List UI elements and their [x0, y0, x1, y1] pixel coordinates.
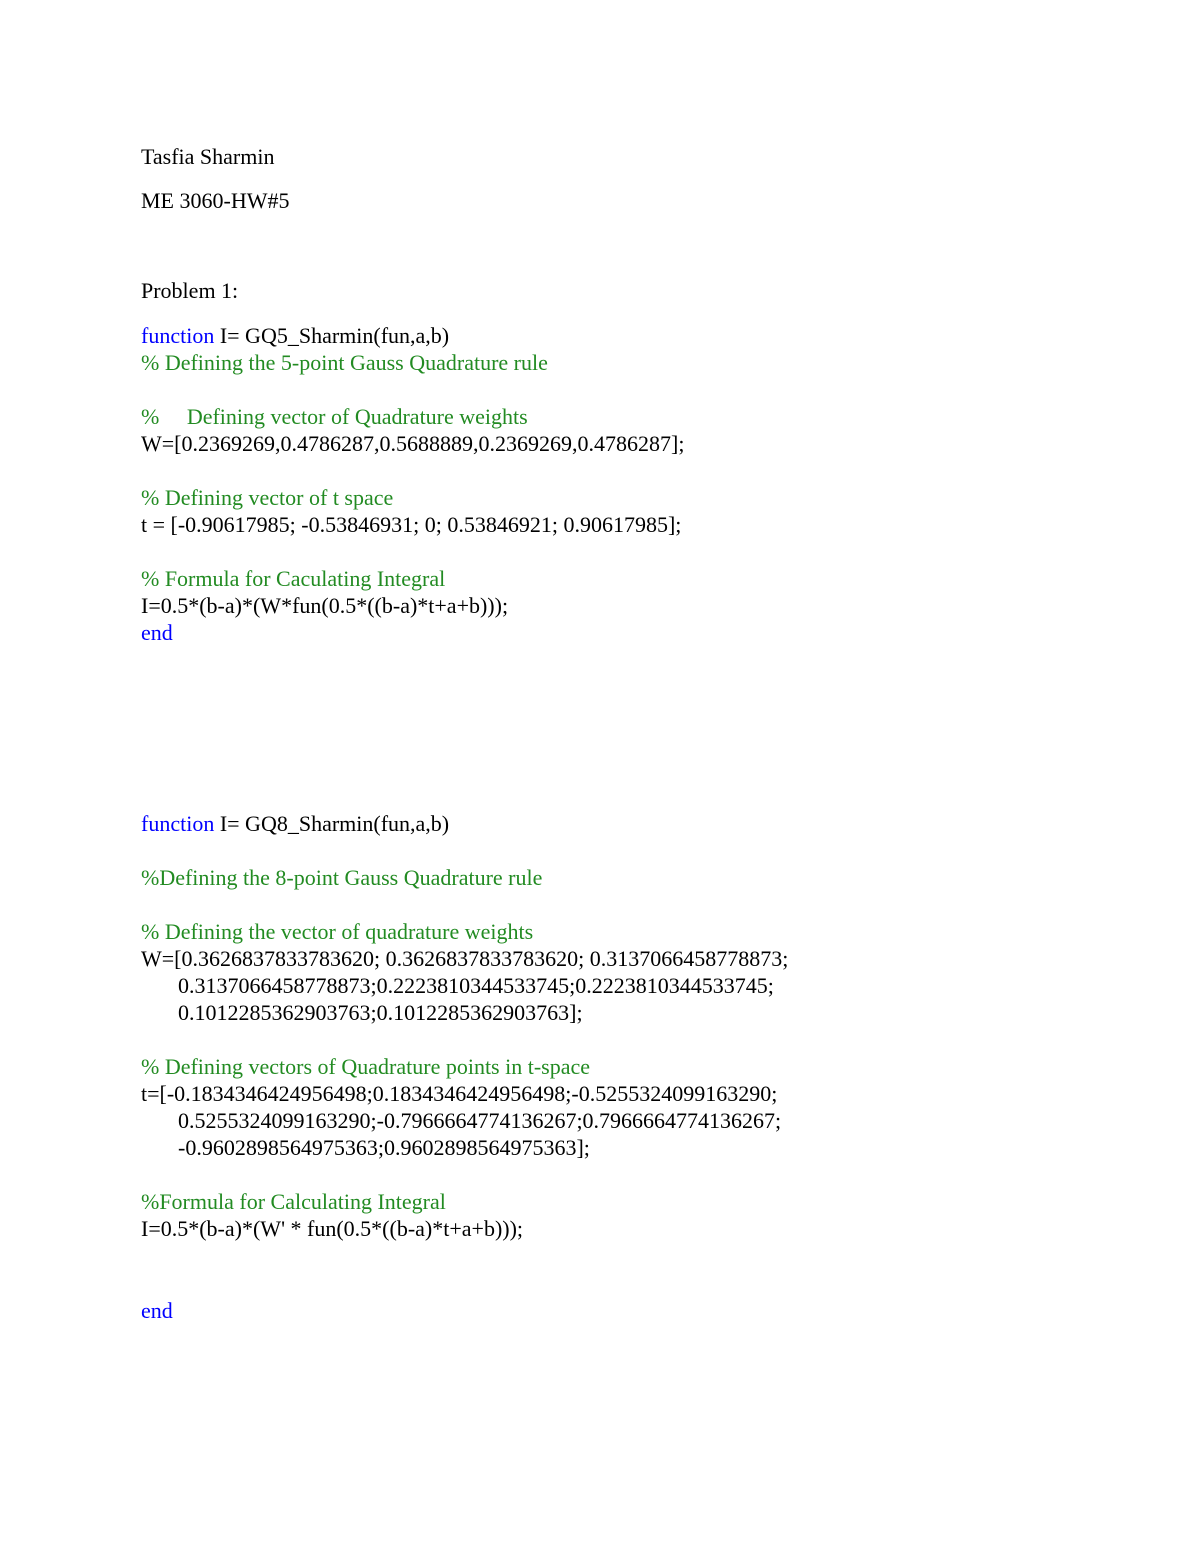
gq8-weights-line-2: 0.3137066458778873;0.2223810344533745;0.2223810344533745;: [178, 973, 774, 998]
gq5-formula: I=0.5*(b-a)*(W*fun(0.5*((b-a)*t+a+b)));: [141, 593, 509, 618]
gq5-end-keyword: end: [141, 620, 173, 645]
gq8-points-line-2: 0.5255324099163290;-0.7966664774136267;0.7966664774136267;: [178, 1108, 782, 1133]
gq8-comment-points: % Defining vectors of Quadrature points in t-space: [141, 1054, 591, 1079]
gq5-function-line: [141, 322, 449, 349]
author-name: Tasfia Sharmin: [141, 144, 275, 169]
gq8-weights-line-3: 0.1012285362903763;0.1012285362903763];: [178, 1000, 583, 1025]
problem-heading: Problem 1:: [141, 278, 239, 303]
course-title: ME 3060-HW#5: [141, 188, 290, 213]
gq5-comment-rule: % Defining the 5-point Gauss Quadrature rule: [141, 350, 548, 375]
gq5-comment-tspace: % Defining vector of t space: [141, 485, 394, 510]
function-keyword: function: [141, 811, 215, 836]
gq5-comment-weights: % Defining vector of Quadrature weights: [141, 404, 528, 429]
gq8-formula: I=0.5*(b-a)*(W' * fun(0.5*((b-a)*t+a+b)));: [141, 1216, 524, 1241]
gq8-function-line: [141, 810, 449, 837]
gq8-signature: I= GQ8_Sharmin(fun,a,b): [214, 811, 450, 836]
gq8-weights-line-1: W=[0.3626837833783620; 0.3626837833783620; 0.3137066458778873;: [141, 946, 789, 971]
gq5-signature: I= GQ5_Sharmin(fun,a,b): [214, 323, 450, 348]
gq8-comment-formula: %Formula for Calculating Integral: [141, 1189, 446, 1214]
function-keyword: function: [141, 323, 215, 348]
gq5-weights: W=[0.2369269,0.4786287,0.5688889,0.2369269,0.4786287];: [141, 431, 685, 456]
gq5-comment-formula: % Formula for Caculating Integral: [141, 566, 446, 591]
gq8-end-keyword: end: [141, 1298, 173, 1323]
gq8-comment-rule: %Defining the 8-point Gauss Quadrature rule: [141, 865, 543, 890]
gq8-points-line-1: t=[-0.1834346424956498;0.1834346424956498;-0.5255324099163290;: [141, 1081, 778, 1106]
gq8-comment-weights: % Defining the vector of quadrature weights: [141, 919, 534, 944]
gq5-tspace: t = [-0.90617985; -0.53846931; 0; 0.53846921; 0.90617985];: [141, 512, 682, 537]
gq8-points-line-3: -0.9602898564975363;0.9602898564975363];: [178, 1135, 590, 1160]
